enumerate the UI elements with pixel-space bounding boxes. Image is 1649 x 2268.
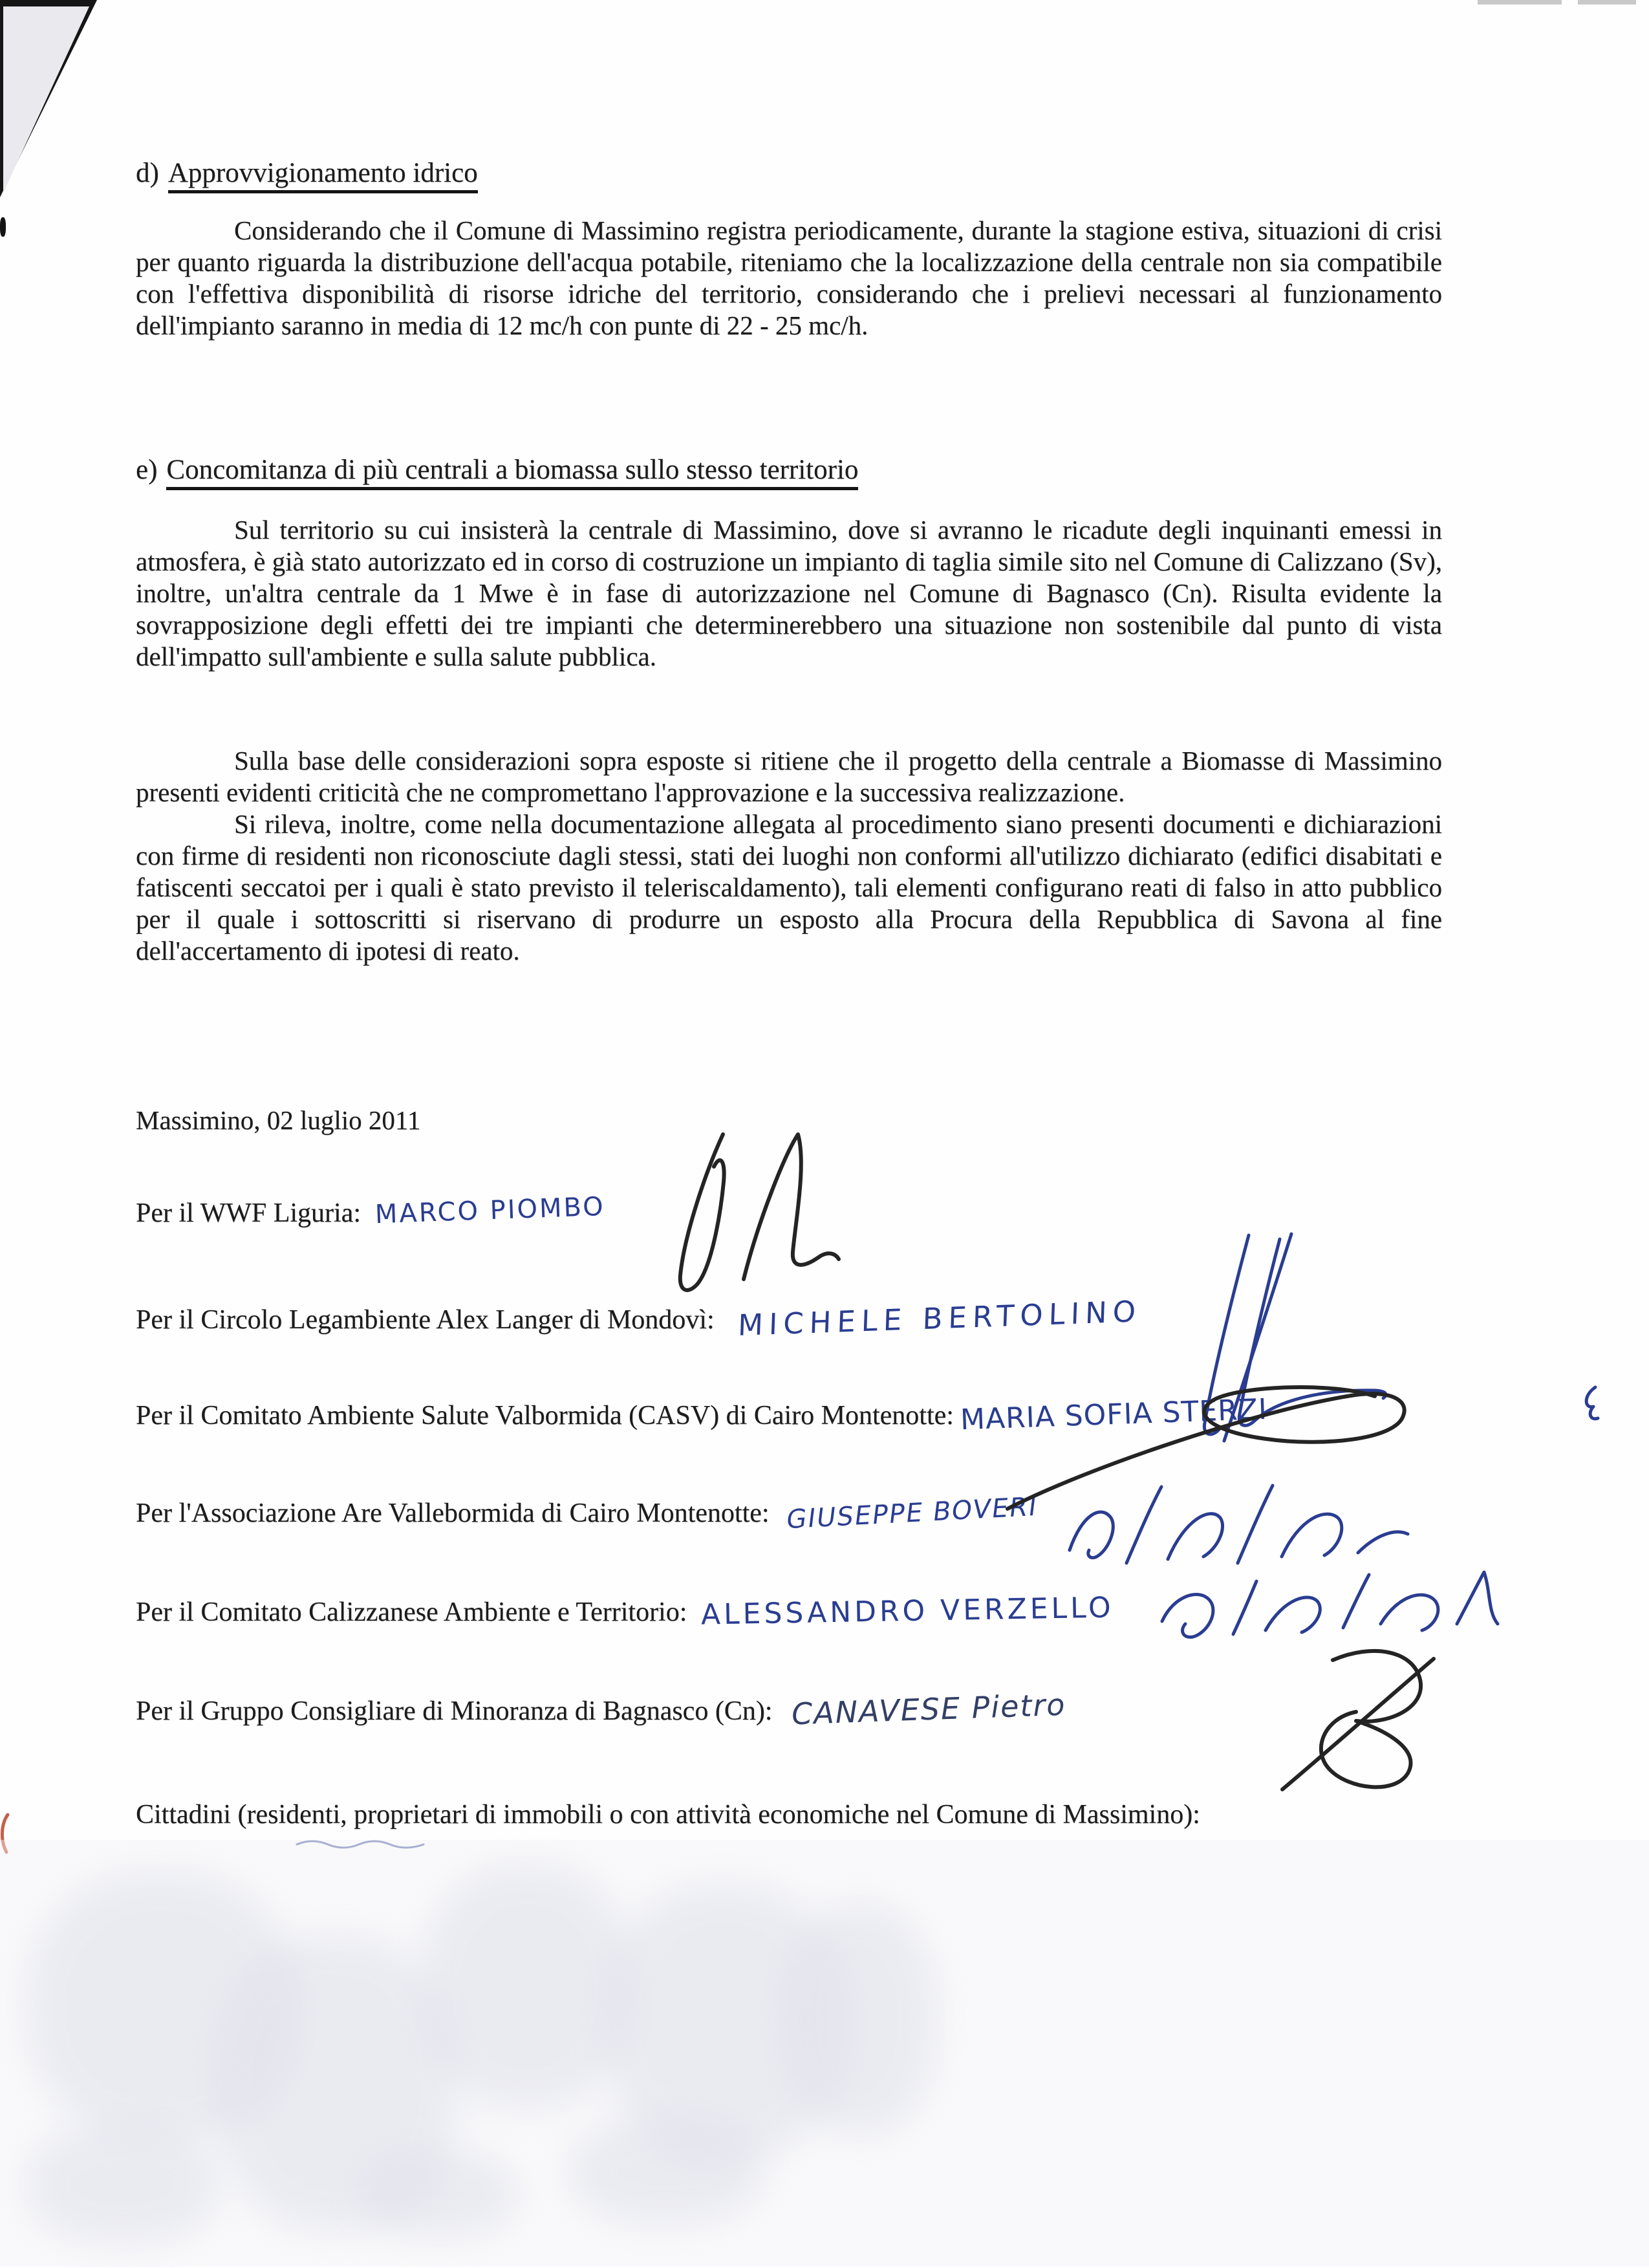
section-e-paragraph — [136, 514, 1442, 673]
signature-row-legambiente — [136, 1294, 1623, 1343]
signature-label: Per il Circolo Legambiente Alex Langer di Mondovì: — [136, 1305, 715, 1335]
scan-corner-artifact — [0, 0, 110, 207]
signature-stroke-canavese — [1206, 1639, 1458, 1801]
paragraph-text: Sul territorio su cui insisterà la centrale di Massimino, dove si avranno le ricadute degli inquinanti emessi in atmosfera, è già stato autorizzato ed in corso di costruzione un impianto di taglia simile sito nel Comune di Calizzano (Sv), inoltre, un'altra centrale da 1 Mwe è in fase di autorizzazione nel Comune di Bagnasco (Cn). Risulta evidente la sovrapposizione degli effetti dei tre impianti che determinerebbero una situazione non sostenibile dal punto di vista dell'impatto sull'ambiente e sulla salute pubblica. — [136, 515, 1442, 671]
section-heading-d — [136, 157, 1442, 189]
signature-label: Per il Comitato Ambiente Salute Valbormida (CASV) di Cairo Montenotte: — [136, 1401, 954, 1431]
bleed-blob — [420, 1864, 634, 2110]
section-d-paragraph — [136, 215, 1442, 341]
scan-top-dash — [1578, 0, 1636, 5]
handwritten-name: GIUSEPPE BOVERI — [784, 1491, 1039, 1535]
signature-stroke-piombo — [647, 1125, 918, 1300]
bleed-blob — [569, 2116, 763, 2226]
paragraph-text: Considerando che il Comune di Massimino registra periodicamente, durante la stagione estiva, situazioni di crisi per quanto riguarda la distribuzione dell'acqua potabile, riteniamo che la localizzazione della centrale non sia compatibile con l'effettiva disponibilità di risorse idriche del territorio, considerando che i prelievi necessari al funzionamento dell'impianto saranno in media di 12 mc/h con punte di 22 - 25 mc/h. — [136, 215, 1442, 340]
date-line: Massimino, 02 luglio 2011 — [136, 1105, 421, 1135]
citizens-line: Cittadini (residenti, proprietari di immobili o con attività economiche nel Comune di Massimino): — [136, 1800, 1200, 1830]
signature-stroke-verzello — [1148, 1562, 1523, 1652]
signature-label: Per il Gruppo Consigliare di Minoranza di Bagnasco (Cn): — [136, 1696, 773, 1726]
handwritten-name: MICHELE BERTOLINO — [737, 1294, 1142, 1343]
handwritten-name: CANAVESE Pietro — [791, 1687, 1067, 1732]
paragraph-text: Sulla base delle considerazioni sopra esposte si ritiene che il progetto della centrale a Biomasse di Massimino presenti evidenti criticità che ne compromettano l'approvazione e la successiva realizzazione. — [136, 746, 1442, 807]
heading-underlined-text: Concomitanza di più centrali a biomassa sullo stesso territorio — [166, 455, 858, 490]
section-heading-e — [136, 454, 1442, 486]
heading-prefix: e) — [136, 455, 158, 485]
signature-label: Per l'Associazione Are Vallebormida di Cairo Montenotte: — [136, 1498, 770, 1528]
bleed-blob — [26, 2122, 220, 2245]
handwritten-name: MARIA SOFIA STERZI — [960, 1392, 1268, 1437]
scan-top-dash — [1478, 0, 1562, 5]
bleed-blob — [362, 2148, 517, 2239]
scan-bleed-area — [0, 1844, 1035, 2245]
ink-mark-small — [1568, 1381, 1607, 1426]
signature-label: Per il WWF Liguria: — [136, 1198, 361, 1228]
paragraph-text: Si rileva, inoltre, come nella documentazione allegata al procedimento siano presenti documenti e dichiarazioni con firme di residenti non riconosciute dagli stessi, stati dei luoghi non conformi all'utilizzo dichiarato (edifici disabitati e fatiscenti seccatoi per i quali è stato previsto il teleriscaldamento), tali elementi configurano reati di falso in atto pubblico per il quale i sottoscritti si riservano di produrre un esposto alla Procura della Repubblica di Savona al fine dell'accertamento di ipotesi di reato. — [136, 809, 1442, 966]
heading-underlined-text: Approvvigionamento idrico — [168, 158, 478, 193]
handwritten-name: MARCO PIOMBO — [374, 1191, 606, 1230]
signature-label: Per il Comitato Calizzanese Ambiente e Territorio: — [136, 1597, 687, 1627]
scan-edge-mark — [0, 217, 6, 237]
bleed-blob — [782, 1903, 938, 2135]
heading-prefix: d) — [136, 158, 159, 188]
closing-paragraphs — [136, 745, 1442, 967]
handwritten-name: ALESSANDRO VERZELLO — [700, 1591, 1115, 1632]
